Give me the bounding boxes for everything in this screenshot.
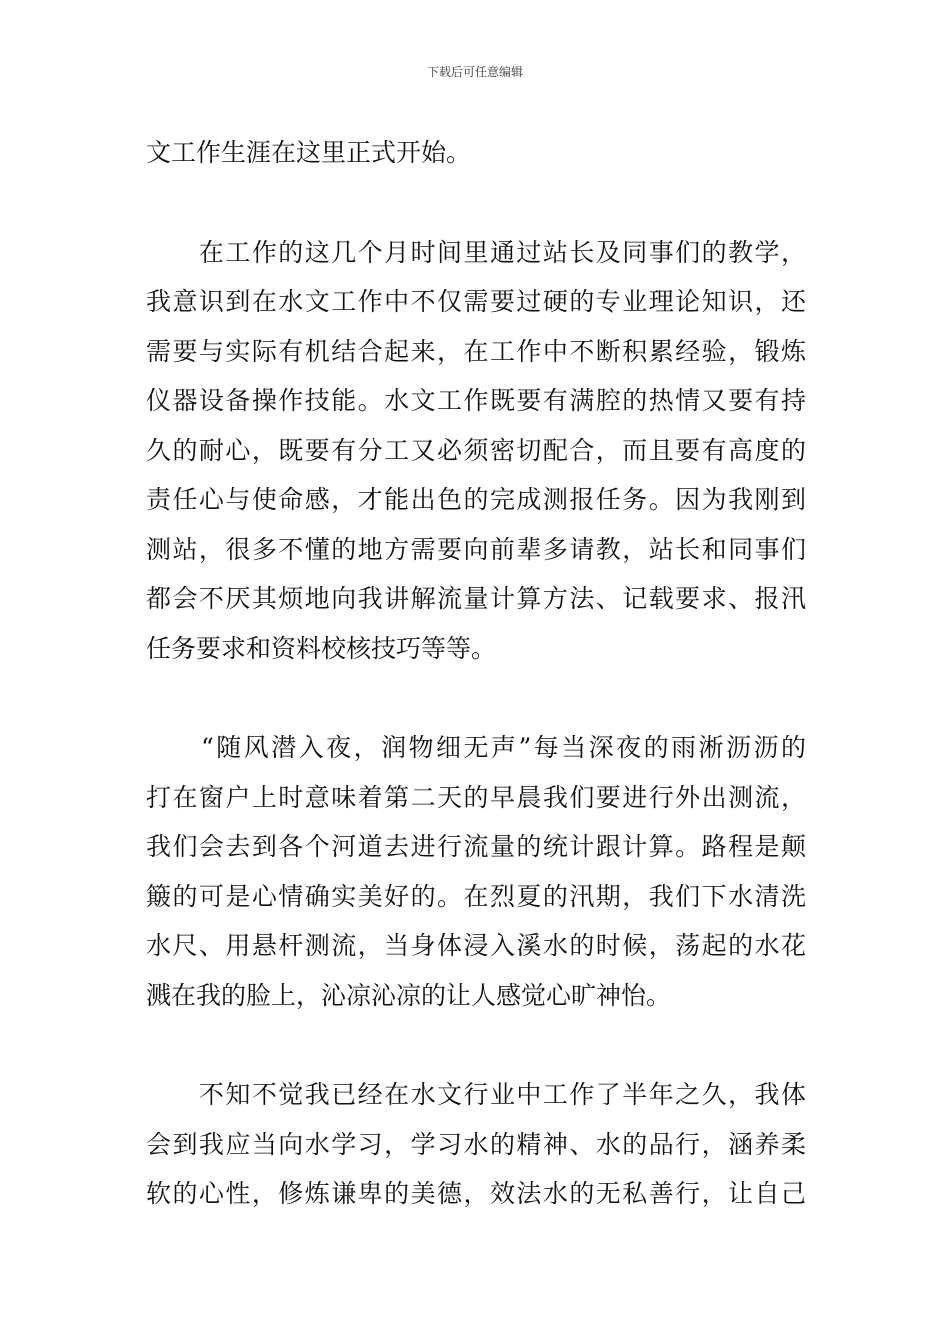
paragraph-gap [146, 178, 806, 228]
text-line: 责任心与使命感，才能出色的完成测报任务。因为我刚到 [146, 485, 806, 514]
text-line: 在工作的这几个月时间里通过站长及同事们的教学， [146, 237, 806, 267]
text-line: 文工作生涯在这里正式开始。 [146, 138, 472, 167]
text-line: “随风潜入夜，润物细无声”每当深夜的雨淅沥沥的 [146, 733, 806, 762]
text-line: 溅在我的脸上，沁凉沁凉的让人感觉心旷神怡。 [146, 980, 672, 1010]
text-line: 水尺、用悬杆测流，当身体浸入溪水的时候，荡起的水花 [146, 931, 806, 960]
text-line: 任务要求和资料校核技巧等等。 [146, 633, 497, 663]
text-line: 我们会去到各个河道去进行流量的统计跟计算。路程是颠 [146, 832, 806, 861]
text-line: 都会不厌其烦地向我讲解流量计算方法、记载要求、报汛 [146, 584, 806, 613]
text-line: 簸的可是心情确实美好的。在烈夏的汛期，我们下水清洗 [146, 881, 806, 911]
text-line: 软的心性，修炼谦卑的美德，效法水的无私善行，让自己 [146, 1179, 806, 1208]
paragraph-gap [146, 673, 806, 723]
text-line: 需要与实际有机结合起来，在工作中不断积累经验，锻炼 [146, 336, 806, 366]
paragraph-2 [146, 228, 806, 674]
paragraph-3 [146, 723, 806, 1020]
text-line: 测站，很多不懂的地方需要向前辈多请教，站长和同事们 [146, 534, 806, 564]
text-line: 我意识到在水文工作中不仅需要过硬的专业理论知识，还 [146, 287, 806, 316]
paragraph-1 [146, 128, 806, 178]
text-line: 打在窗户上时意味着第二天的早晨我们要进行外出测流， [146, 782, 806, 812]
text-line: 仪器设备操作技能。水文工作既要有满腔的热情又要有持 [146, 386, 806, 415]
text-line: 久的耐心，既要有分工又必须密切配合，而且要有高度的 [146, 435, 806, 465]
text-line: 不知不觉我已经在水文行业中工作了半年之久，我体 [146, 1080, 806, 1109]
paragraph-4 [146, 1070, 806, 1219]
document-body [146, 128, 806, 1219]
page-header: 下载后可任意编辑 [426, 65, 523, 79]
text-line: 会到我应当向水学习，学习水的精神、水的品行，涵养柔 [146, 1129, 806, 1159]
paragraph-gap [146, 1020, 806, 1070]
